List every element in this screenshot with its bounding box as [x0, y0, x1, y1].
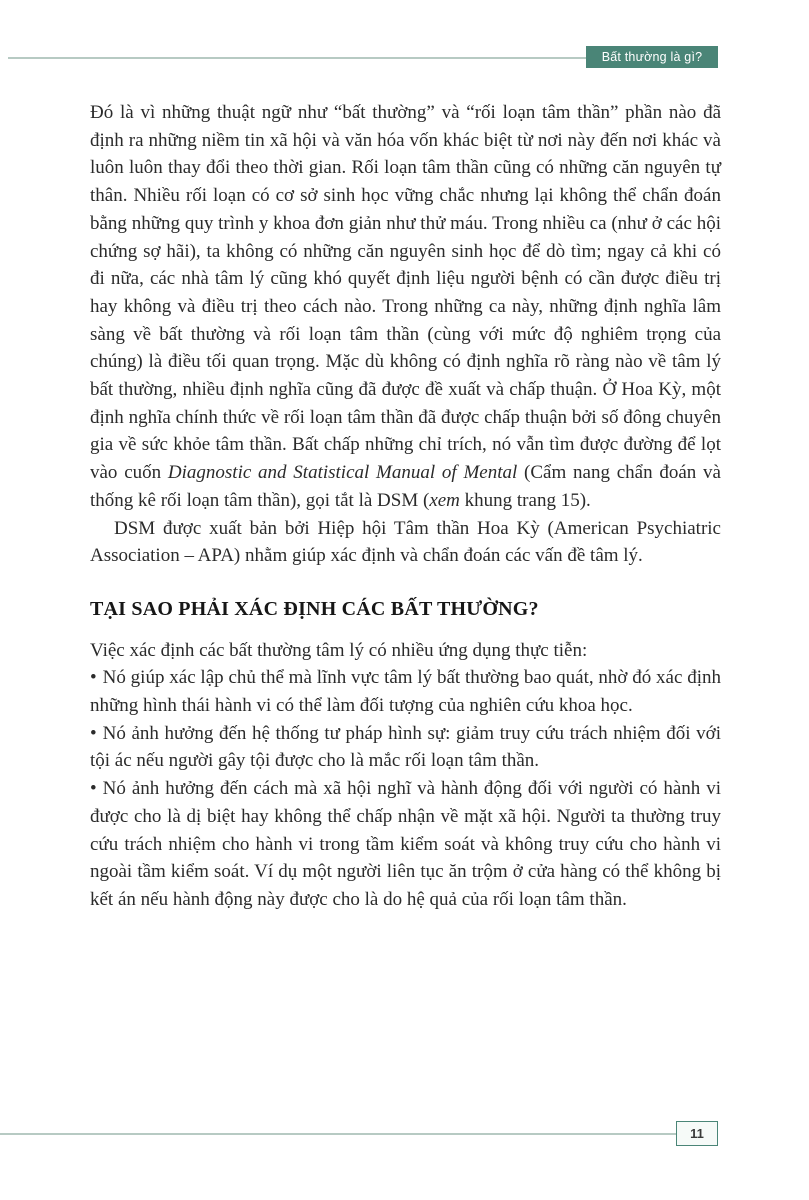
page-number: 11: [690, 1126, 704, 1141]
paragraph-1-end: khung trang 15).: [459, 489, 591, 511]
bullet-item: [90, 664, 721, 719]
book-title-italic: Diagnostic and Statistical Manual of Mental: [167, 462, 518, 484]
section-intro: Việc xác định các bất thường tâm lý có nhiều ứng dụng thực tiễn:: [90, 639, 588, 661]
page-number-box: [676, 1121, 718, 1146]
paragraph-1-middle: (Cẩm nang chẩn đoán và thống kê rối loạn tâm thần), gọi tắt là DSM (: [90, 462, 721, 511]
bullet-icon: •: [90, 778, 97, 800]
body-text-block: [90, 99, 721, 914]
chapter-header-label: Bất thường là gì?: [601, 50, 703, 64]
paragraph-1: [90, 99, 721, 515]
bullet-text: Nó ảnh hưởng đến cách mà xã hội nghĩ và hành động đối với người có hành vi được cho là dị biệt hay không thể chấp nhận về mặt xã hội. Người ta thường truy cứu trách nhiệm cho hành vi trong tầm kiểm soát và không truy cứu cho hành vi ngoài tầm kiểm soát. Ví dụ một người liên tục ăn trộm ở cửa hàng có thể không bị kết án nếu hành động này được cho là do hệ quả của rối loạn tâm thần.: [90, 778, 721, 910]
running-head: [8, 46, 809, 70]
bullet-icon: •: [90, 722, 97, 744]
bullet-icon: •: [90, 667, 97, 689]
bullet-text: Nó ảnh hưởng đến hệ thống tư pháp hình sự: giảm truy cứu trách nhiệm đối với tội ác nếu người gây tội được cho là mắc rối loạn tâm thần.: [90, 722, 721, 772]
section-heading: TẠI SAO PHẢI XÁC ĐỊNH CÁC BẤT THƯỜNG?: [90, 597, 539, 620]
footer-rule: [0, 1133, 676, 1135]
paragraph-1-text: Đó là vì những thuật ngữ như “bất thường” và “rối loạn tâm thần” phần nào đã định ra những niềm tin xã hội và văn hóa vốn khác biệt từ nơi này đến nơi khác và luôn luôn thay đổi theo thời gian. Rối loạn tâm thần cũng có những căn nguyên tự thân. Nhiều rối loạn có cơ sở sinh học vững chắc nhưng lại không thể chẩn đoán bằng những quy trình y khoa đơn giản như thử máu. Trong nhiều ca (như ở các hội chứng sợ hãi), ta không có những căn nguyên sinh học để dò tìm; ngay cả khi có đi nữa, các nhà tâm lý cũng khó quyết định liệu người bệnh có cần được điều trị hay không và điều trị theo cách nào. Trong những ca này, những định nghĩa lâm sàng về bất thường và rối loạn tâm thần (cùng với mức độ nghiêm trọng của chúng) là điều tối quan trọng. Mặc dù không có định nghĩa rõ ràng nào về tâm lý bất thường, nhiều định nghĩa cũng đã được đề xuất và chấp thuận. Ở Hoa Kỳ, một định nghĩa chính thức về rối loạn tâm thần đã được chấp thuận bởi số đông chuyên gia về sức khỏe tâm thần. Bất chấp những chỉ trích, nó vẫn tìm được đường để lọt vào cuốn: [90, 102, 721, 484]
bullet-text: Nó giúp xác lập chủ thể mà lĩnh vực tâm lý bất thường bao quát, nhờ đó xác định những hình thái hành vi có thể làm đối tượng của nghiên cứu khoa học.: [90, 667, 721, 717]
bullet-item: [90, 720, 721, 775]
chapter-header-badge: [586, 46, 718, 68]
bullet-item: [90, 775, 721, 914]
see-reference-italic: xem: [429, 489, 460, 511]
paragraph-2: DSM được xuất bản bởi Hiệp hội Tâm thần Hoa Kỳ (American Psychiatric Association – APA) nhằm giúp xác định và chẩn đoán các vấn đề tâm lý.: [90, 517, 721, 567]
